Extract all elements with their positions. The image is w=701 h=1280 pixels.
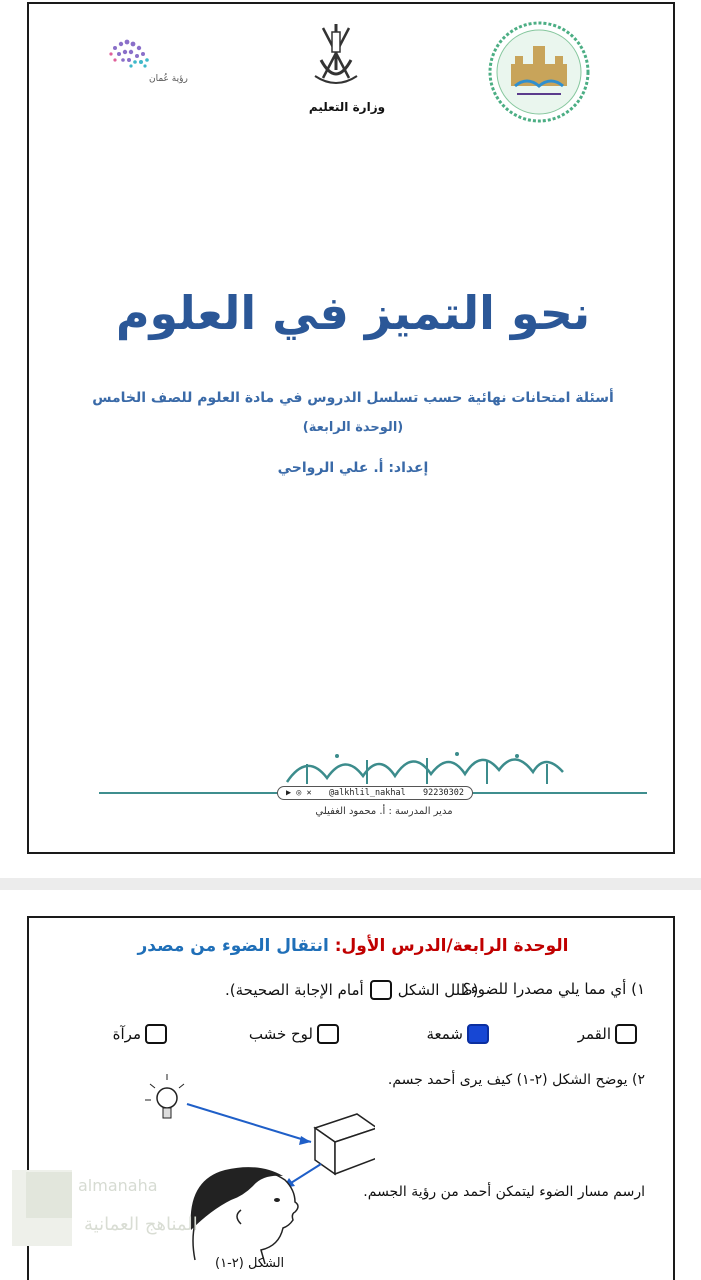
- head-icon: [191, 1167, 298, 1264]
- instruction-part-b: أمام الإجابة الصحيحة).: [225, 981, 364, 999]
- question-1-instruction: [225, 980, 478, 1000]
- social-icons: ▶ ◎ ✕: [286, 788, 312, 798]
- lesson-title: [29, 936, 677, 956]
- figure-caption: الشكل (٢-١): [215, 1256, 285, 1271]
- watermark-latin: almanaha: [78, 1176, 158, 1195]
- cover-page: [27, 2, 675, 854]
- option-moon[interactable]: [578, 1024, 637, 1044]
- question-3: ارسم مسار الضوء ليتمكن أحمد من رؤية الجسم.: [363, 1184, 645, 1200]
- contact-bar: [277, 786, 473, 800]
- oman-emblem-icon: [301, 20, 371, 92]
- instruction-part-a: (ظلل الشكل: [397, 981, 479, 999]
- author-label: إعداد: أ. علي الرواحي: [277, 460, 429, 476]
- checkbox-wood[interactable]: [317, 1024, 339, 1044]
- watermark-arabic: المناهج العمانية: [84, 1214, 198, 1235]
- option-label: لوح خشب: [248, 1025, 313, 1043]
- checkbox-candle-filled[interactable]: [467, 1024, 489, 1044]
- option-label: القمر: [577, 1025, 611, 1043]
- unit-label: (الوحدة الرابعة): [302, 420, 404, 435]
- director-label: مدير المدرسة : أ. محمود الغفيلي: [315, 806, 453, 817]
- box-object-icon: [315, 1114, 375, 1174]
- sample-box-icon: [370, 980, 392, 1000]
- ministry-label: وزارة التعليم: [308, 100, 386, 114]
- social-handle: @alkhlil_nakhal: [328, 788, 406, 798]
- vision-label: رؤية عُمان: [149, 74, 188, 84]
- phone-number: 92230302: [423, 788, 464, 798]
- page-gap: [0, 878, 701, 890]
- question-2: ٢) يوضح الشكل (٢-١) كيف يرى أحمد جسم.: [387, 1072, 645, 1088]
- option-label: شمعة: [426, 1025, 463, 1043]
- main-title: نحو التميز في العلوم: [115, 286, 591, 340]
- lesson-title-unit: الوحدة الرابعة/الدرس الأول:: [334, 936, 569, 956]
- subtitle: أسئلة امتحانات نهائية حسب تسلسل الدروس في مادة العلوم للصف الخامس: [92, 390, 614, 406]
- option-wood[interactable]: [249, 1024, 339, 1044]
- option-label: مرآة: [112, 1025, 141, 1043]
- school-logo-icon: [487, 20, 591, 124]
- checkbox-moon[interactable]: [615, 1024, 637, 1044]
- option-candle[interactable]: [426, 1024, 489, 1044]
- checkbox-mirror[interactable]: [145, 1024, 167, 1044]
- light-path-figure: [125, 1070, 375, 1270]
- question-1: ١) أي مما يلي مصدرا للضوء؟: [462, 980, 645, 998]
- lesson-title-topic: انتقال الضوء من مصدر: [137, 936, 329, 956]
- option-mirror[interactable]: [113, 1024, 167, 1044]
- watermark-logo-icon: [26, 1172, 72, 1218]
- lamp-icon: [145, 1074, 184, 1118]
